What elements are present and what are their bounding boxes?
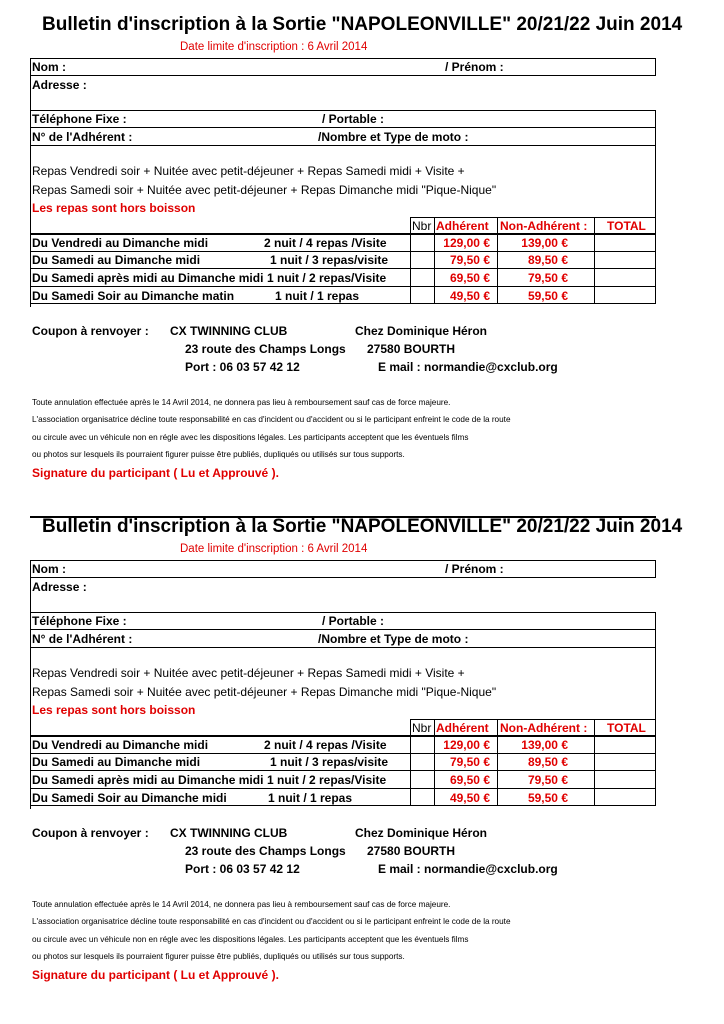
telephone-label[interactable]: Téléphone Fixe :	[32, 614, 127, 628]
header-total: TOTAL	[607, 219, 646, 233]
drinks-note: Les repas sont hors boisson	[32, 201, 196, 215]
row-detail: 1 nuit / 2 repas/Visite	[267, 773, 387, 787]
meals-line-2: Repas Samedi soir + Nuitée avec petit-déjeuner + Repas Dimanche midi "Pique-Nique"	[32, 183, 497, 197]
row-detail: 2 nuit / 4 repas /Visite	[264, 236, 387, 250]
legal-line-2: L'association organisatrice décline toute responsabilité en cas d'incident ou d'accident ou si le participant enfreint le code de la route	[32, 415, 511, 424]
divider	[655, 612, 656, 720]
legal-line-1: Toute annulation effectuée après le 14 Avril 2014, ne donnera pas lieu à remboursement sauf cas de force majeure.	[32, 900, 451, 909]
price-non-adherent: 89,50 €	[527, 755, 568, 769]
signature-label[interactable]: Signature du participant ( Lu et Approuvé ).	[32, 466, 279, 480]
coupon-label: Coupon à renvoyer :	[32, 324, 149, 338]
telephone-label[interactable]: Téléphone Fixe :	[32, 112, 127, 126]
nom-label[interactable]: Nom :	[32, 60, 66, 74]
row-period: Du Samedi Soir au Dimanche matin	[32, 289, 235, 303]
divider	[30, 58, 31, 307]
deadline: Date limite d'inscription : 6 Avril 2014	[180, 543, 368, 555]
form-title: Bulletin d'inscription à la Sortie "NAPOLEONVILLE" 20/21/22 Juin 2014	[42, 516, 683, 537]
price-adherent: 49,50 €	[449, 289, 490, 303]
divider	[655, 719, 656, 806]
divider	[655, 217, 656, 304]
adherent-number-label[interactable]: N° de l'Adhérent :	[32, 632, 133, 646]
form-title: Bulletin d'inscription à la Sortie "NAPOLEONVILLE" 20/21/22 Juin 2014	[42, 14, 683, 35]
price-adherent: 79,50 €	[449, 253, 490, 267]
divider	[655, 110, 656, 218]
price-non-adherent: 59,50 €	[527, 791, 568, 805]
legal-line-4: ou photos sur lesquels ils pourraient figurer puisse être publiés, dupliqués ou utilisés sur tous supports.	[32, 450, 405, 459]
price-non-adherent: 59,50 €	[527, 289, 568, 303]
phone: Port : 06 03 57 42 12	[185, 862, 300, 876]
price-non-adherent: 89,50 €	[527, 253, 568, 267]
price-adherent: 129,00 €	[443, 738, 490, 752]
divider	[410, 217, 656, 218]
price-adherent: 69,50 €	[449, 271, 490, 285]
meals-line-1: Repas Vendredi soir + Nuitée avec petit-déjeuner + Repas Samedi midi + Visite +	[32, 164, 465, 178]
divider	[30, 145, 656, 146]
portable-label[interactable]: / Portable :	[322, 614, 385, 628]
meals-line-1: Repas Vendredi soir + Nuitée avec petit-déjeuner + Repas Samedi midi + Visite +	[32, 666, 465, 680]
divider	[30, 647, 656, 648]
row-detail: 1 nuit / 3 repas/visite	[270, 253, 389, 267]
header-adherent: Adhérent	[436, 721, 489, 735]
price-non-adherent: 79,50 €	[527, 271, 568, 285]
street-address: 23 route des Champs Longs	[185, 342, 346, 356]
row-detail: 1 nuit / 1 repas	[268, 791, 353, 805]
legal-line-3: ou circule avec un véhicule non en régle avec les dispositions légales. Les participants acceptent que les éventuels films	[32, 433, 469, 442]
row-detail: 1 nuit / 1 repas	[275, 289, 360, 303]
price-non-adherent: 79,50 €	[527, 773, 568, 787]
adherent-number-label[interactable]: N° de l'Adhérent :	[32, 130, 133, 144]
nom-label[interactable]: Nom :	[32, 562, 66, 576]
price-adherent: 49,50 €	[449, 791, 490, 805]
divider	[30, 251, 656, 252]
moto-label[interactable]: /Nombre et Type de moto :	[318, 130, 469, 144]
legal-line-2: L'association organisatrice décline toute responsabilité en cas d'incident ou d'accident ou si le participant enfreint le code de la route	[32, 917, 511, 926]
divider	[655, 58, 656, 76]
price-adherent: 129,00 €	[443, 236, 490, 250]
coupon-label: Coupon à renvoyer :	[32, 826, 149, 840]
divider	[30, 612, 656, 613]
header-non-adherent: Non-Adhérent :	[500, 219, 588, 233]
registration-form-1	[0, 0, 724, 500]
price-adherent: 69,50 €	[449, 773, 490, 787]
divider	[30, 735, 656, 737]
divider	[655, 560, 656, 578]
divider	[30, 577, 656, 578]
signature-label[interactable]: Signature du participant ( Lu et Approuvé ).	[32, 968, 279, 982]
header-nbr: Nbr	[412, 219, 432, 233]
price-non-adherent: 139,00 €	[521, 738, 568, 752]
row-period: Du Samedi au Dimanche midi	[32, 755, 201, 769]
divider	[410, 719, 411, 806]
row-period: Du Vendredi au Dimanche midi	[32, 236, 209, 250]
row-period: Du Vendredi au Dimanche midi	[32, 738, 209, 752]
row-period: Du Samedi au Dimanche midi	[32, 253, 201, 267]
email: E mail : normandie@cxclub.org	[378, 862, 558, 876]
divider	[30, 805, 656, 806]
price-non-adherent: 139,00 €	[521, 236, 568, 250]
row-detail: 1 nuit / 2 repas/Visite	[267, 271, 387, 285]
divider	[410, 217, 411, 304]
row-detail: 1 nuit / 3 repas/visite	[270, 755, 389, 769]
divider	[30, 58, 656, 59]
meals-line-2: Repas Samedi soir + Nuitée avec petit-déjeuner + Repas Dimanche midi "Pique-Nique"	[32, 685, 497, 699]
row-detail: 2 nuit / 4 repas /Visite	[264, 738, 387, 752]
prenom-label[interactable]: / Prénom :	[445, 60, 504, 74]
club-name: CX TWINNING CLUB	[170, 826, 288, 840]
row-period: Du Samedi Soir au Dimanche midi	[32, 791, 227, 805]
deadline: Date limite d'inscription : 6 Avril 2014	[180, 41, 368, 53]
header-total: TOTAL	[607, 721, 646, 735]
row-period: Du Samedi après midi au Dimanche midi	[32, 271, 264, 285]
street-address: 23 route des Champs Longs	[185, 844, 346, 858]
club-name: CX TWINNING CLUB	[170, 324, 288, 338]
legal-line-3: ou circule avec un véhicule non en régle avec les dispositions légales. Les participants acceptent que les éventuels films	[32, 935, 469, 944]
city: 27580 BOURTH	[367, 844, 456, 858]
divider	[594, 719, 595, 806]
adresse-label[interactable]: Adresse :	[32, 78, 87, 92]
registration-form-2	[0, 502, 724, 1002]
phone: Port : 06 03 57 42 12	[185, 360, 300, 374]
divider	[30, 629, 656, 630]
header-nbr: Nbr	[412, 721, 432, 735]
divider	[30, 286, 656, 287]
city: 27580 BOURTH	[367, 342, 456, 356]
drinks-note: Les repas sont hors boisson	[32, 703, 196, 717]
divider	[30, 788, 656, 789]
legal-line-1: Toute annulation effectuée après le 14 Avril 2014, ne donnera pas lieu à remboursement sauf cas de force majeure.	[32, 398, 451, 407]
divider	[30, 560, 656, 561]
divider	[410, 719, 656, 720]
divider	[30, 110, 656, 111]
legal-line-4: ou photos sur lesquels ils pourraient figurer puisse être publiés, dupliqués ou utilisés sur tous supports.	[32, 952, 405, 961]
divider	[594, 217, 595, 304]
divider	[30, 127, 656, 128]
divider	[30, 233, 656, 235]
divider	[30, 753, 656, 754]
moto-label[interactable]: /Nombre et Type de moto :	[318, 632, 469, 646]
portable-label[interactable]: / Portable :	[322, 112, 385, 126]
row-period: Du Samedi après midi au Dimanche midi	[32, 773, 264, 787]
divider	[30, 303, 656, 304]
prenom-label[interactable]: / Prénom :	[445, 562, 504, 576]
price-adherent: 79,50 €	[449, 755, 490, 769]
email: E mail : normandie@cxclub.org	[378, 360, 558, 374]
contact-name: Chez Dominique Héron	[355, 324, 488, 338]
divider	[30, 770, 656, 771]
header-non-adherent: Non-Adhérent :	[500, 721, 588, 735]
adresse-label[interactable]: Adresse :	[32, 580, 87, 594]
divider	[30, 560, 31, 809]
divider	[30, 268, 656, 269]
header-adherent: Adhérent	[436, 219, 489, 233]
divider	[30, 75, 656, 76]
contact-name: Chez Dominique Héron	[355, 826, 488, 840]
